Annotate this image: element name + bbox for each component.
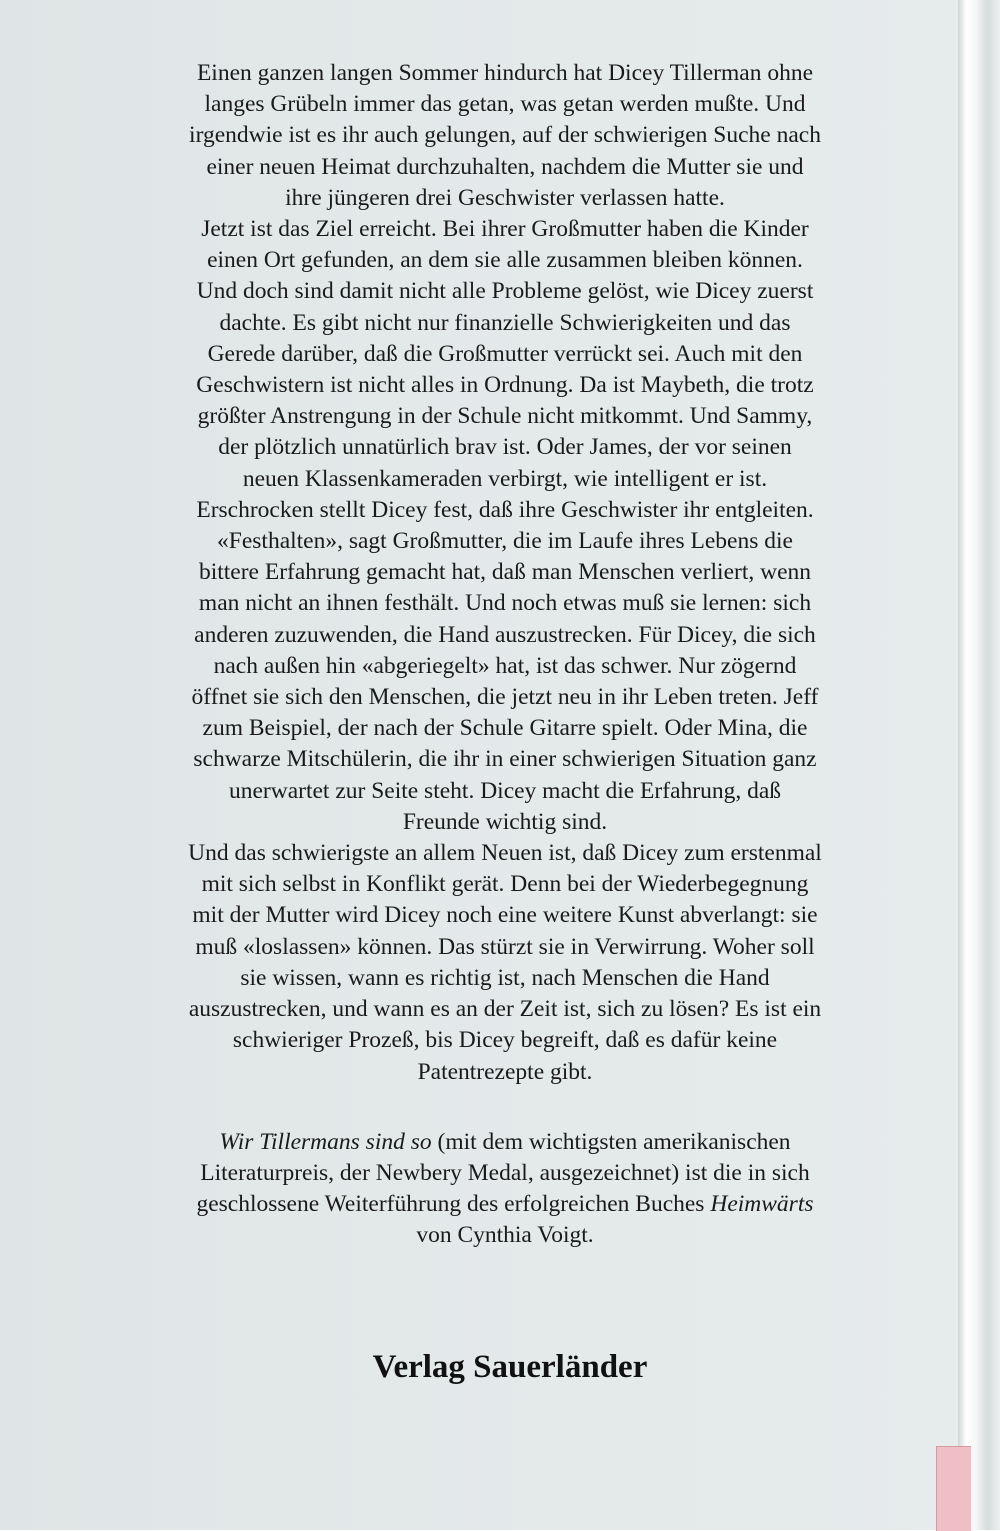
blurb-line: schwarze Mitschülerin, die ihr in einer schwierigen Situation ganz <box>193 746 817 773</box>
blurb-line: mit der Mutter wird Dicey noch eine weitere Kunst abverlangt: sie <box>192 902 818 929</box>
about-text: (mit dem wichtigsten amerikanischen <box>431 1128 791 1155</box>
blurb-line: neuen Klassenkameraden verbirgt, wie intelligent er ist. <box>242 465 768 492</box>
blurb-line: Jetzt ist das Ziel erreicht. Bei ihrer Großmutter haben die Kinder <box>201 216 809 243</box>
about-line <box>90 1189 920 1220</box>
about-text: geschlossene Weiterführung des erfolgreichen Buches <box>196 1191 711 1218</box>
about-line: von Cynthia Voigt. <box>416 1222 594 1249</box>
blurb-line: Und doch sind damit nicht alle Probleme gelöst, wie Dicey zuerst <box>196 278 814 305</box>
book-title: Wir Tillermans sind so <box>219 1128 432 1155</box>
blurb-line: unerwartet zur Seite steht. Dicey macht die Erfahrung, daß <box>228 777 782 804</box>
blurb-line: einer neuen Heimat durchzuhalten, nachdem die Mutter sie und <box>206 153 804 180</box>
blurb-line: irgendwie ist es ihr auch gelungen, auf der schwierigen Suche nach <box>189 122 821 149</box>
blurb-line: Erschrocken stellt Dicey fest, daß ihre Geschwister ihr entgleiten. <box>196 496 814 523</box>
blurb-line: ihre jüngeren drei Geschwister verlassen hatte. <box>285 184 725 211</box>
blurb-line: dachte. Es gibt nicht nur finanzielle Schwierigkeiten und das <box>219 309 791 336</box>
blurb-line: Gerede darüber, daß die Großmutter verrückt sei. Auch mit den <box>207 340 803 367</box>
blurb-line: mit sich selbst in Konflikt gerät. Denn bei der Wiederbegegnung <box>201 871 809 898</box>
blurb-line: einen Ort gefunden, an dem sie alle zusammen bleiben können. <box>207 247 803 274</box>
blurb-line: bittere Erfahrung gemacht hat, daß man Menschen verliert, wenn <box>198 559 812 586</box>
blurb-line: langes Grübeln immer das getan, was getan werden mußte. Und <box>204 91 806 118</box>
blurb-line: Und das schwierigste an allem Neuen ist, daß Dicey zum erstenmal <box>188 840 822 867</box>
library-label-sticker <box>936 1446 971 1531</box>
cover-spine-edge <box>958 0 1000 1530</box>
about-line <box>90 1127 920 1158</box>
blurb-line: man nicht an ihnen festhält. Und noch etwas muß sie lernen: sich <box>198 590 812 617</box>
blurb-line: schwieriger Prozeß, bis Dicey begreift, daß es dafür keine <box>232 1027 778 1054</box>
blurb-line: anderen zuzuwenden, die Hand auszustrecken. Für Dicey, die sich <box>194 621 816 648</box>
blurb-line: Geschwistern ist nicht alles in Ordnung. Da ist Maybeth, die trotz <box>196 372 814 399</box>
about-line: Literaturpreis, der Newbery Medal, ausgezeichnet) ist die in sich <box>200 1159 810 1186</box>
publisher-name: Verlag Sauerländer <box>372 1349 648 1385</box>
previous-book-title: Heimwärts <box>710 1191 814 1218</box>
blurb-line: der plötzlich unnatürlich brav ist. Oder James, der vor seinen <box>218 434 792 461</box>
blurb-line: Patentrezepte gibt. <box>417 1058 593 1085</box>
blurb-line: zum Beispiel, der nach der Schule Gitarre spielt. Oder Mina, die <box>202 715 808 742</box>
blurb-line: auszustrecken, und wann es an der Zeit ist, sich zu lösen? Es ist ein <box>188 996 822 1023</box>
book-about-paragraph <box>90 1127 920 1252</box>
blurb-line: sie wissen, wann es richtig ist, nach Menschen die Hand <box>240 964 770 991</box>
blurb-line: öffnet sie sich den Menschen, die jetzt neu in ihr Leben treten. Jeff <box>191 684 819 711</box>
blurb-line: muß «loslassen» können. Das stürzt sie in Verwirrung. Woher soll <box>195 933 815 960</box>
blurb-line: Einen ganzen langen Sommer hindurch hat Dicey Tillerman ohne <box>196 60 814 86</box>
blurb-line: größter Anstrengung in der Schule nicht mitkommt. Und Sammy, <box>197 403 813 430</box>
blurb-text <box>90 58 920 1252</box>
blurb-line: nach außen hin «abgeriegelt» hat, ist das schwer. Nur zögernd <box>213 652 797 679</box>
blurb-line: «Festhalten», sagt Großmutter, die im Laufe ihres Lebens die <box>217 528 793 555</box>
blurb-line: Freunde wichtig sind. <box>402 808 608 835</box>
